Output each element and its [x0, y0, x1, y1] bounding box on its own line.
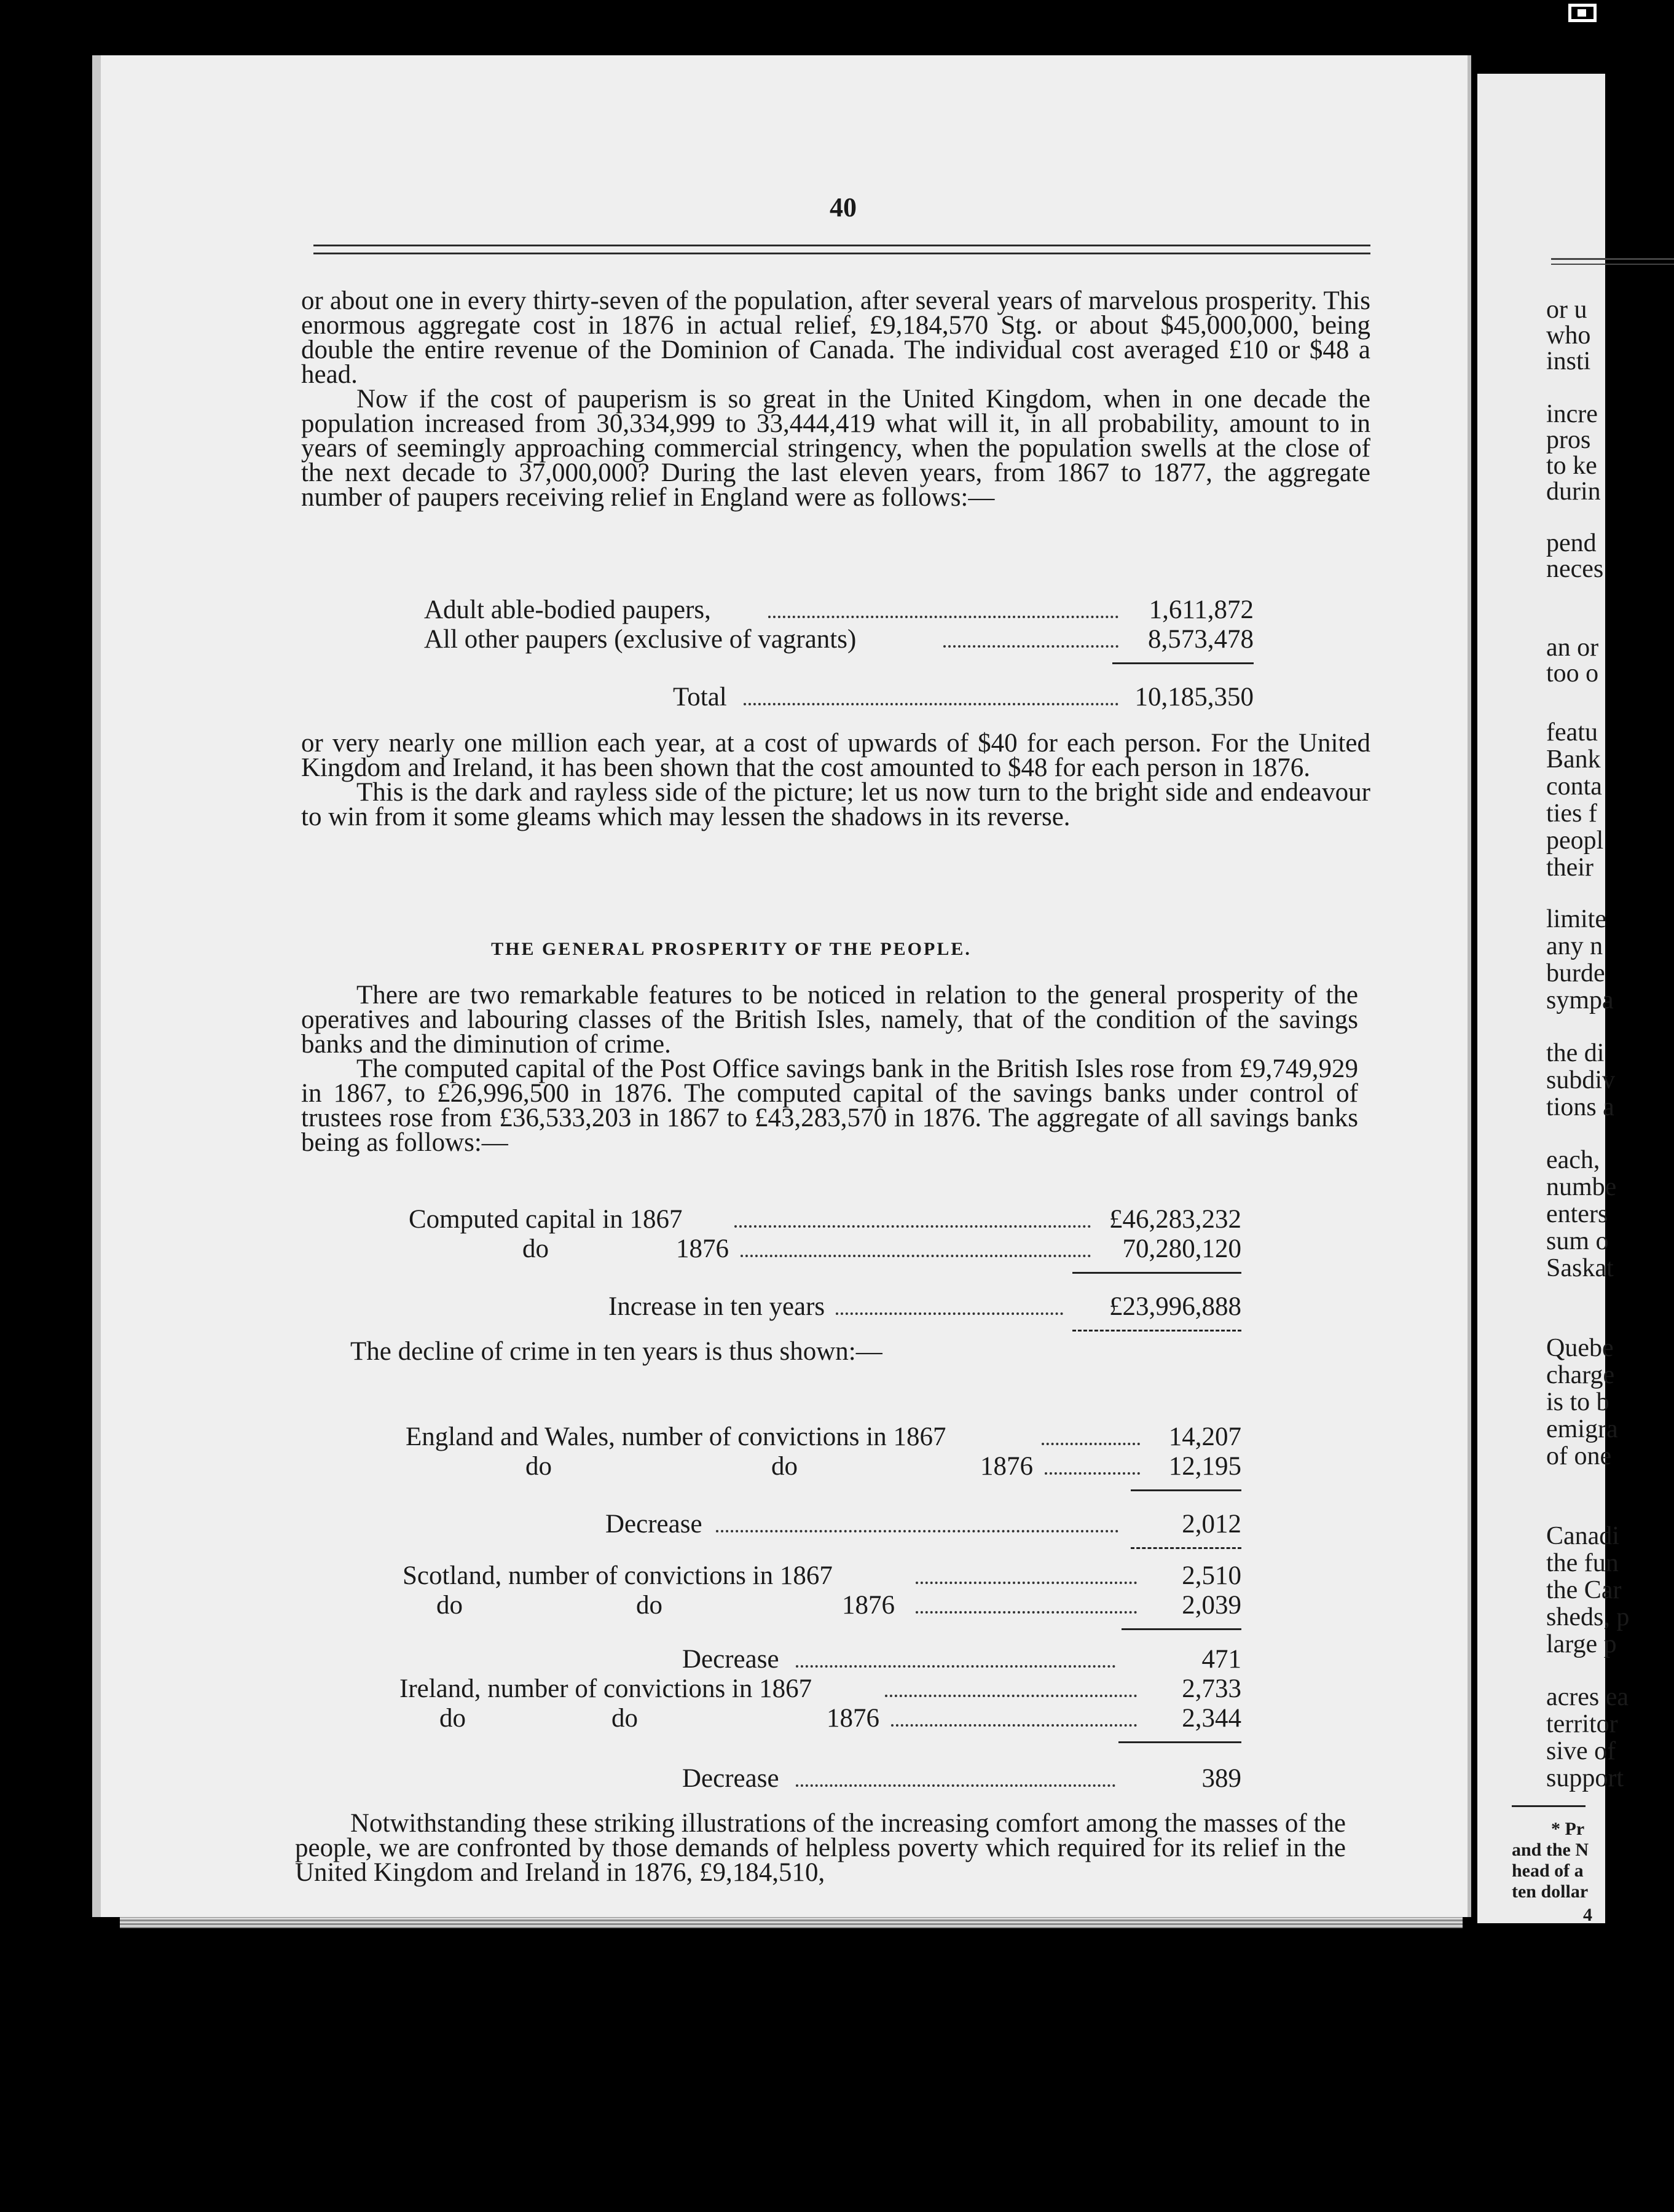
footnote-line: 4 [1583, 1905, 1592, 1925]
table-row [399, 1674, 1241, 1703]
row-label: Decrease [605, 1510, 702, 1539]
ditto-label: do [436, 1591, 463, 1620]
row-value: £46,283,232 [1109, 1205, 1241, 1234]
facing-line: Quebe [1546, 1334, 1614, 1362]
row-label: England and Wales, number of convictions in 1867 [406, 1422, 946, 1451]
row-year: 1876 [827, 1704, 879, 1733]
row-value: 14,207 [1168, 1422, 1241, 1451]
row-label: Adult able-bodied paupers, [424, 595, 711, 624]
row-label: Ireland, number of convictions in 1867 [399, 1674, 812, 1703]
leader-dots [734, 1204, 1091, 1228]
paragraph: Notwithstanding these striking illustrations of the increasing comfort among the masses of the people, we are confronted by those demands of helpless poverty which required for its relief in the United Kingdom and Ireland in 1876, £9,184,510, [295, 1809, 1346, 1887]
facing-line: the Car [1546, 1576, 1622, 1604]
footnote-rule [1512, 1805, 1586, 1807]
row-label: All other paupers (exclusive of vagrants) [424, 625, 857, 654]
row-value: 2,733 [1182, 1674, 1241, 1703]
facing-line: enters [1546, 1200, 1608, 1228]
footnote-line: and the N [1512, 1840, 1589, 1860]
footnote-line: ten dollar [1512, 1881, 1589, 1902]
facing-line: who [1546, 321, 1591, 350]
sum-rule [1131, 1489, 1241, 1491]
facing-line: burde [1546, 959, 1605, 987]
facing-line: Canadi [1546, 1522, 1619, 1550]
facing-line: sum o [1546, 1227, 1609, 1255]
facing-line: peopl [1546, 826, 1604, 855]
row-label: Increase in ten years [608, 1292, 825, 1321]
leader-dots [916, 1590, 1137, 1614]
facing-line: acres ea [1546, 1683, 1629, 1711]
footnote-line: * Pr [1551, 1819, 1585, 1839]
facing-line: ties f [1546, 799, 1597, 828]
facing-line: each, [1546, 1146, 1600, 1174]
facing-line: too o [1546, 659, 1599, 688]
facing-line: subdiv [1546, 1066, 1616, 1094]
table-row [424, 624, 1254, 654]
leader-dots [916, 1561, 1137, 1584]
facing-line: neces [1546, 555, 1604, 583]
row-label: Decrease [682, 1764, 779, 1793]
leader-dots [885, 1674, 1137, 1697]
leader-dots [796, 1644, 1115, 1668]
ditto-label: do [611, 1704, 638, 1733]
table-row [682, 1644, 1241, 1674]
facing-line: or u [1546, 296, 1587, 324]
facing-line: an or [1546, 633, 1599, 662]
ditto-label: do [525, 1452, 552, 1481]
facing-line: Bank [1546, 745, 1601, 774]
table-row [406, 1422, 1241, 1451]
facing-header-rule [1551, 258, 1674, 265]
sum-rule [1072, 1272, 1241, 1274]
facing-line: is to b [1546, 1388, 1609, 1416]
paragraph: or very nearly one million each year, at a cost of upwards of $40 for each person. For the United Kingdom and Ireland, it has been shown that the cost amounted to $48 for each person in 1876. [301, 729, 1370, 782]
row-value: 1,611,872 [1149, 595, 1254, 624]
table-row [673, 682, 1254, 712]
row-year: 1876 [842, 1591, 895, 1620]
row-value: 471 [1201, 1645, 1241, 1674]
row-value: 2,510 [1182, 1561, 1241, 1590]
facing-line: pend [1546, 529, 1597, 557]
crime-intro [350, 1339, 1211, 1364]
table-row [409, 1204, 1241, 1234]
paragraph: or about one in every thirty-seven of the population, after several years of marvelous prosperity. This enormous aggregate cost in 1876 in actual relief, £9,184,570 Stg. or about $45,000,000, being double the entire revenue of the Dominion of Canada. The individual cost averaged £10 or $48 a head. [301, 286, 1370, 389]
facing-line: tions a [1546, 1093, 1614, 1121]
facing-line: pros [1546, 426, 1591, 454]
paragraph: There are two remarkable features to be noticed in relation to the general prosperity of the operatives and labouring classes of the British Isles, namely, that of the condition of the savings banks and the diminution of crime. [301, 981, 1358, 1059]
double-rule [1131, 1547, 1241, 1549]
facing-line: numbe [1546, 1173, 1617, 1201]
paragraph: This is the dark and rayless side of the picture; let us now turn to the bright side and endeavour to win from it some gleams which may lessen the shadows in its reverse. [301, 778, 1370, 831]
facing-line: any n [1546, 932, 1603, 960]
facing-page [1477, 74, 1630, 1925]
paragraph: The computed capital of the Post Office savings bank in the British Isles rose from £9,749,929 in 1867, to £26,996,500 in 1876. The computed capital of the savings banks under control of trustees rose from £36,533,203 in 1867 to £43,283,570 in 1876. The aggregate of all savings banks being as follows:— [301, 1054, 1358, 1157]
facing-line: durin [1546, 477, 1601, 506]
row-label: Decrease [682, 1645, 779, 1674]
row-value: 389 [1201, 1764, 1241, 1793]
facing-line: insti [1546, 347, 1591, 375]
footnote-line: head of a [1512, 1861, 1584, 1881]
facing-line: emigra [1546, 1415, 1618, 1443]
sum-rule [1122, 1628, 1241, 1630]
ditto-label: do [439, 1704, 466, 1733]
row-value: 2,012 [1182, 1510, 1241, 1539]
double-rule [1072, 1330, 1241, 1332]
facing-line: the di [1546, 1039, 1605, 1067]
body-block-2 [301, 731, 1370, 830]
paragraph: The decline of crime in ten years is thus shown:— [350, 1337, 882, 1366]
sum-rule [1112, 662, 1254, 664]
facing-line: sheds, p [1546, 1603, 1630, 1631]
row-label: Scotland, number of convictions in 1867 [403, 1561, 833, 1590]
facing-line: territor [1546, 1710, 1618, 1738]
body-block-1 [301, 286, 1370, 512]
facing-line: support [1546, 1764, 1624, 1792]
table-row [409, 1234, 1241, 1263]
facing-line: featu [1546, 718, 1598, 747]
body-block-4 [295, 1811, 1346, 1885]
table-row [403, 1590, 1241, 1620]
facing-line: incre [1546, 400, 1598, 428]
row-label: Total [673, 683, 727, 712]
body-block-3 [301, 983, 1358, 1155]
row-value: £23,996,888 [1109, 1292, 1241, 1321]
facing-line: their [1546, 853, 1593, 882]
row-value: 8,573,478 [1148, 625, 1254, 654]
facing-line: the fun [1546, 1549, 1619, 1577]
row-value: 12,195 [1168, 1452, 1241, 1481]
leader-dots [891, 1703, 1137, 1727]
facing-line: large p [1546, 1630, 1617, 1658]
leader-dots [796, 1763, 1115, 1787]
facing-line: conta [1546, 772, 1602, 801]
facing-line: sympa [1546, 986, 1614, 1014]
row-value: 2,344 [1182, 1704, 1241, 1733]
leader-dots [943, 624, 1118, 648]
leader-dots [744, 682, 1118, 705]
leader-dots [716, 1509, 1118, 1532]
ditto-label: do [636, 1591, 662, 1620]
table-row [424, 595, 1254, 624]
ditto-label: do [522, 1234, 549, 1263]
table-row [399, 1703, 1241, 1733]
row-value: 10,185,350 [1134, 683, 1254, 712]
row-year: 1876 [676, 1234, 729, 1263]
table-row [605, 1509, 1241, 1539]
leader-dots [1045, 1451, 1140, 1475]
section-title: THE GENERAL PROSPERITY OF THE PEOPLE. [491, 939, 972, 959]
leader-dots [741, 1234, 1091, 1257]
table-row [403, 1561, 1241, 1590]
row-value: 70,280,120 [1122, 1234, 1241, 1263]
facing-line: Saskat [1546, 1254, 1614, 1282]
row-year: 1876 [980, 1452, 1033, 1481]
facing-line: limite [1546, 905, 1606, 933]
table-row [406, 1451, 1241, 1481]
table-row [682, 1763, 1241, 1793]
sum-rule [1118, 1741, 1241, 1743]
facing-line: sive of [1546, 1737, 1616, 1765]
paragraph: Now if the cost of pauperism is so great in the United Kingdom, when in one decade the population increased from 30,334,999 to 33,444,419 what will it, in all probability, amount to in years of seemingly approaching commercial stringency, when the population swells at the close of the next decade to 37,000,000? During the last eleven years, from 1867 to 1877, the aggregate number of paupers receiving relief in England were as follows:— [301, 385, 1370, 512]
facing-line: of one [1546, 1442, 1612, 1470]
leader-dots [768, 595, 1118, 618]
ditto-label: do [771, 1452, 798, 1481]
leader-dots [836, 1292, 1063, 1315]
row-value: 2,039 [1182, 1591, 1241, 1620]
facing-line: charge [1546, 1361, 1615, 1389]
facing-line: to ke [1546, 452, 1597, 480]
table-row [608, 1292, 1241, 1321]
page-number: 40 [830, 192, 857, 222]
header-rule [313, 245, 1370, 254]
row-label: Computed capital in 1867 [409, 1205, 683, 1234]
leader-dots [1042, 1422, 1140, 1445]
scanner-corner-mark [1568, 4, 1597, 22]
